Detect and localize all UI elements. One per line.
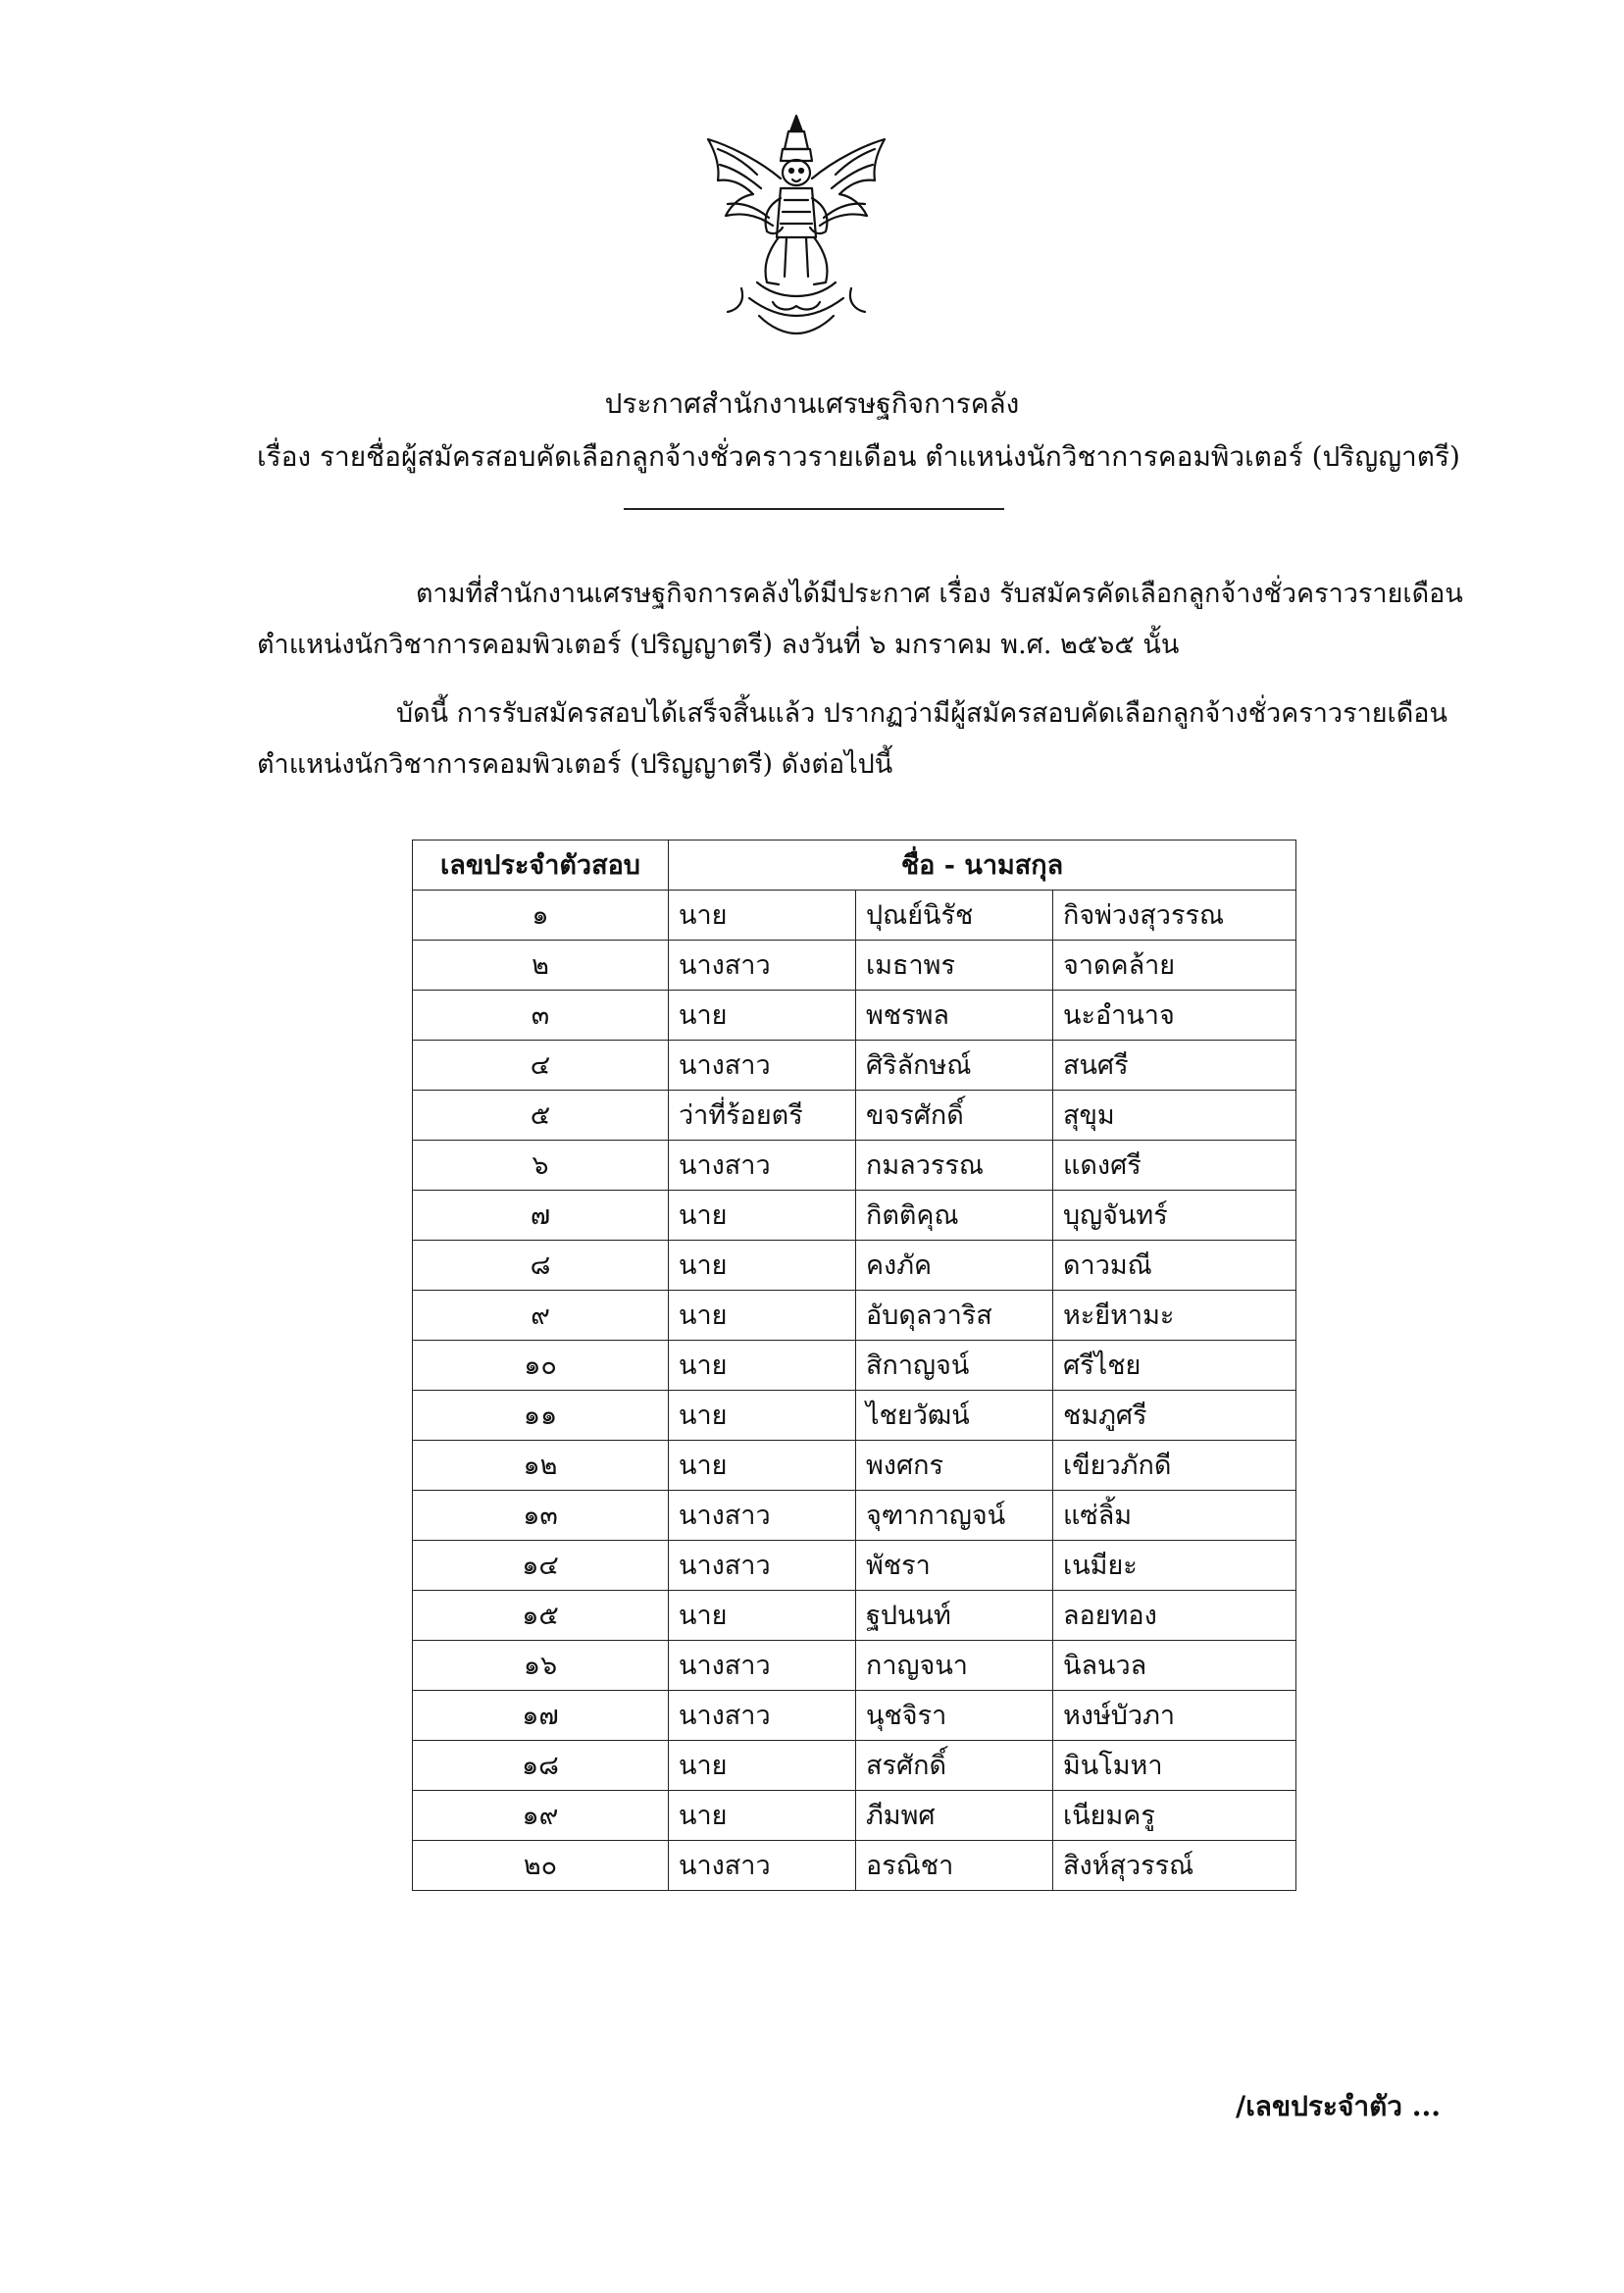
last-name-cell: หงษ์บัวภา bbox=[1053, 1691, 1296, 1741]
table-row bbox=[413, 891, 1296, 941]
table-row bbox=[413, 1041, 1296, 1091]
first-name-cell: เมธาพร bbox=[856, 941, 1053, 991]
name-title-cell: นางสาว bbox=[669, 1691, 856, 1741]
first-name-cell: ปุณย์นิรัช bbox=[856, 891, 1053, 941]
first-name-cell: ไชยวัฒน์ bbox=[856, 1391, 1053, 1441]
last-name-cell: นะอำนาจ bbox=[1053, 991, 1296, 1041]
table-row bbox=[413, 1841, 1296, 1891]
first-name-cell: กมลวรรณ bbox=[856, 1141, 1053, 1191]
exam-id-cell: ๑๖ bbox=[413, 1641, 669, 1691]
last-name-cell: ดาวมณี bbox=[1053, 1241, 1296, 1291]
table-row bbox=[413, 1741, 1296, 1791]
name-title-cell: นางสาว bbox=[669, 1841, 856, 1891]
name-title-cell: นาย bbox=[669, 1591, 856, 1641]
first-name-cell: สิกาญจน์ bbox=[856, 1341, 1053, 1391]
name-title-cell: นาย bbox=[669, 1191, 856, 1241]
last-name-cell: มินโมหา bbox=[1053, 1741, 1296, 1791]
table-row bbox=[413, 1791, 1296, 1841]
table-row bbox=[413, 1191, 1296, 1241]
name-title-cell: นางสาว bbox=[669, 1641, 856, 1691]
exam-id-cell: ๘ bbox=[413, 1241, 669, 1291]
table-row bbox=[413, 1441, 1296, 1491]
first-name-cell: อับดุลวาริส bbox=[856, 1291, 1053, 1341]
exam-id-cell: ๑๕ bbox=[413, 1591, 669, 1641]
first-name-cell: นุชจิรา bbox=[856, 1691, 1053, 1741]
name-title-cell: นาย bbox=[669, 1441, 856, 1491]
table-row bbox=[413, 1091, 1296, 1141]
exam-id-cell: ๑๙ bbox=[413, 1791, 669, 1841]
last-name-cell: บุญจันทร์ bbox=[1053, 1191, 1296, 1241]
name-title-cell: นางสาว bbox=[669, 1041, 856, 1091]
last-name-cell: แซ่ลิ้ม bbox=[1053, 1491, 1296, 1541]
last-name-cell: จาดคล้าย bbox=[1053, 941, 1296, 991]
exam-id-cell: ๑๐ bbox=[413, 1341, 669, 1391]
last-name-cell: ลอยทอง bbox=[1053, 1591, 1296, 1641]
exam-id-cell: ๑๗ bbox=[413, 1691, 669, 1741]
name-title-cell: นาย bbox=[669, 891, 856, 941]
exam-id-cell: ๖ bbox=[413, 1141, 669, 1191]
first-name-cell: พัชรา bbox=[856, 1541, 1053, 1591]
name-title-cell: นาย bbox=[669, 991, 856, 1041]
exam-id-cell: ๑๑ bbox=[413, 1391, 669, 1441]
last-name-cell: สุขุม bbox=[1053, 1091, 1296, 1141]
table-row bbox=[413, 1541, 1296, 1591]
table-row bbox=[413, 1141, 1296, 1191]
exam-id-cell: ๕ bbox=[413, 1091, 669, 1141]
paragraph-2-line-2: ตำแหน่งนักวิชาการคอมพิวเตอร์ (ปริญญาตรี) ดังต่อไปนี้ bbox=[257, 749, 893, 780]
first-name-cell: ศิริลักษณ์ bbox=[856, 1041, 1053, 1091]
table-row bbox=[413, 1591, 1296, 1641]
name-title-cell: นาย bbox=[669, 1791, 856, 1841]
first-name-cell: กิตติคุณ bbox=[856, 1191, 1053, 1241]
first-name-cell: อรณิชา bbox=[856, 1841, 1053, 1891]
name-title-cell: นางสาว bbox=[669, 1491, 856, 1541]
applicant-table bbox=[412, 840, 1296, 1891]
table-row bbox=[413, 1291, 1296, 1341]
table-row bbox=[413, 1341, 1296, 1391]
paragraph-2-line-1: บัดนี้ การรับสมัครสอบได้เสร็จสิ้นแล้ว ปรากฏว่ามีผู้สมัครสอบคัดเลือกลูกจ้างชั่วคราวรายเดือน bbox=[396, 698, 1447, 729]
last-name-cell: แดงศรี bbox=[1053, 1141, 1296, 1191]
exam-id-cell: ๑๒ bbox=[413, 1441, 669, 1491]
name-title-cell: ว่าที่ร้อยตรี bbox=[669, 1091, 856, 1141]
garuda-emblem-icon bbox=[698, 110, 894, 341]
name-title-cell: นาย bbox=[669, 1741, 856, 1791]
last-name-cell: ศรีไชย bbox=[1053, 1341, 1296, 1391]
last-name-cell: เขียวภักดี bbox=[1053, 1441, 1296, 1491]
table-row bbox=[413, 991, 1296, 1041]
name-title-cell: นางสาว bbox=[669, 1141, 856, 1191]
first-name-cell: คงภัค bbox=[856, 1241, 1053, 1291]
exam-id-cell: ๑๔ bbox=[413, 1541, 669, 1591]
name-title-cell: นาย bbox=[669, 1291, 856, 1341]
table-row bbox=[413, 941, 1296, 991]
last-name-cell: เนียมครู bbox=[1053, 1791, 1296, 1841]
header-exam-id: เลขประจำตัวสอบ bbox=[413, 841, 669, 891]
announcement-title: ประกาศสำนักงานเศรษฐกิจการคลัง bbox=[604, 387, 1020, 420]
continuation-note: /เลขประจำตัว ... bbox=[1236, 2090, 1441, 2122]
first-name-cell: จุฑากาญจน์ bbox=[856, 1491, 1053, 1541]
exam-id-cell: ๑๓ bbox=[413, 1491, 669, 1541]
first-name-cell: ภีมพศ bbox=[856, 1791, 1053, 1841]
paragraph-1-line-2: ตำแหน่งนักวิชาการคอมพิวเตอร์ (ปริญญาตรี) ลงวันที่ ๖ มกราคม พ.ศ. ๒๕๖๕ นั้น bbox=[257, 630, 1180, 660]
first-name-cell: พชรพล bbox=[856, 991, 1053, 1041]
first-name-cell: พงศกร bbox=[856, 1441, 1053, 1491]
table-row bbox=[413, 1241, 1296, 1291]
last-name-cell: นิลนวล bbox=[1053, 1641, 1296, 1691]
table-body bbox=[413, 891, 1296, 1891]
last-name-cell: ชมภูศรี bbox=[1053, 1391, 1296, 1441]
table-header-row bbox=[413, 841, 1296, 891]
paragraph-1-line-1: ตามที่สำนักงานเศรษฐกิจการคลังได้มีประกาศ เรื่อง รับสมัครคัดเลือกลูกจ้างชั่วคราวรายเดือน bbox=[416, 579, 1463, 609]
last-name-cell: สนศรี bbox=[1053, 1041, 1296, 1091]
exam-id-cell: ๗ bbox=[413, 1191, 669, 1241]
exam-id-cell: ๒๐ bbox=[413, 1841, 669, 1891]
exam-id-cell: ๔ bbox=[413, 1041, 669, 1091]
name-title-cell: นางสาว bbox=[669, 1541, 856, 1591]
exam-id-cell: ๓ bbox=[413, 991, 669, 1041]
table-row bbox=[413, 1691, 1296, 1741]
exam-id-cell: ๑ bbox=[413, 891, 669, 941]
name-title-cell: นาย bbox=[669, 1241, 856, 1291]
exam-id-cell: ๑๘ bbox=[413, 1741, 669, 1791]
exam-id-cell: ๒ bbox=[413, 941, 669, 991]
name-title-cell: นาย bbox=[669, 1391, 856, 1441]
header-full-name: ชื่อ - นามสกุล bbox=[669, 841, 1296, 891]
table-row bbox=[413, 1491, 1296, 1541]
last-name-cell: สิงห์สุวรรณ์ bbox=[1053, 1841, 1296, 1891]
first-name-cell: สรศักดิ์ bbox=[856, 1741, 1053, 1791]
first-name-cell: ฐปนนท์ bbox=[856, 1591, 1053, 1641]
last-name-cell: หะยีหามะ bbox=[1053, 1291, 1296, 1341]
first-name-cell: กาญจนา bbox=[856, 1641, 1053, 1691]
last-name-cell: เนมียะ bbox=[1053, 1541, 1296, 1591]
exam-id-cell: ๙ bbox=[413, 1291, 669, 1341]
last-name-cell: กิจพ่วงสุวรรณ bbox=[1053, 891, 1296, 941]
first-name-cell: ขจรศักดิ์ bbox=[856, 1091, 1053, 1141]
announcement-subject: เรื่อง รายชื่อผู้สมัครสอบคัดเลือกลูกจ้างชั่วคราวรายเดือน ตำแหน่งนักวิชาการคอมพิวเตอร์ (ปริญญาตรี) bbox=[257, 440, 1460, 473]
title-divider bbox=[624, 508, 1004, 510]
table-row bbox=[413, 1641, 1296, 1691]
table-row bbox=[413, 1391, 1296, 1441]
name-title-cell: นางสาว bbox=[669, 941, 856, 991]
name-title-cell: นาย bbox=[669, 1341, 856, 1391]
